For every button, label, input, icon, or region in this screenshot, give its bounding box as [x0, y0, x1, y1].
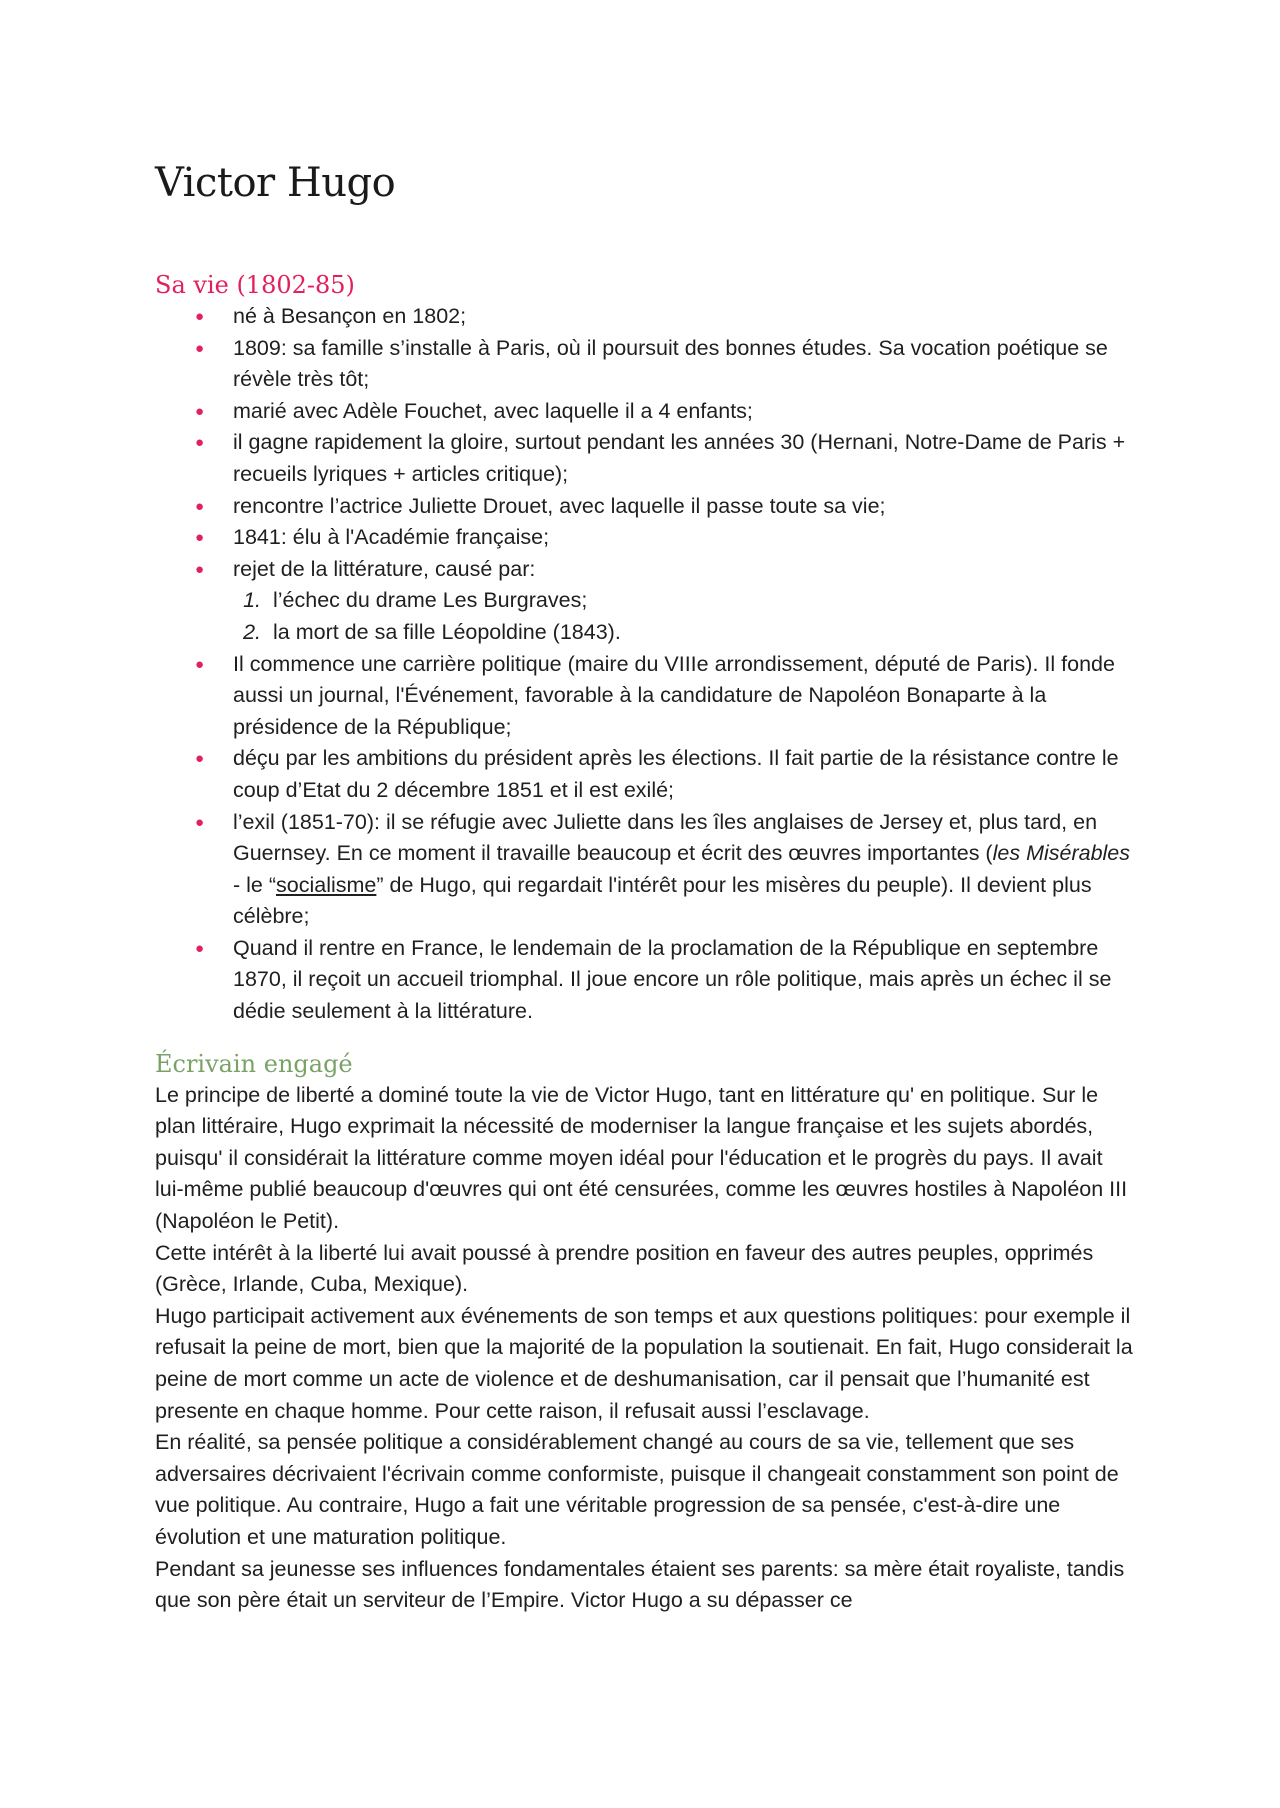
italic-title: les Misérables — [992, 841, 1131, 866]
body-paragraph: Hugo participait activement aux événements de son temps et aux questions politiques: pour exemple il refusait la peine de mort, bien que la majorité de la population la soutienait. En fait, Hugo considerait la peine de mort comme un acte de violence et de deshumanisation, car il pensait que l’humanité est presente en chaque homme. Pour cette raison, il refusait aussi l’esclavage. — [155, 1303, 1133, 1423]
section-heading-sa-vie: Sa vie (1802-85) — [155, 271, 355, 299]
list-item-exil — [233, 807, 1135, 933]
numbered-item — [243, 617, 1135, 649]
list-item: ● 1809: sa famille s’installe à Paris, où il poursuit des bonnes études. Sa vocation poétique se révèle très tôt; — [233, 333, 1135, 396]
list-item: ● il gagne rapidement la gloire, surtout pendant les années 30 (Hernani, Notre-Dame de Paris + recueils lyriques + articles critique); — [233, 427, 1135, 490]
underlined-link-text[interactable]: socialisme — [276, 872, 377, 897]
list-item: ● Il commence une carrière politique (maire du VIIIe arrondissement, député de Paris). Il fonde aussi un journal, l'Événement, favorable à la candidature de Napoléon Bonaparte à la présidence de la République; — [233, 649, 1135, 744]
section-heading-ecrivain-engage: Écrivain engagé — [155, 1049, 353, 1078]
numbered-item — [243, 585, 1135, 617]
list-item: ● 1841: élu à l'Académie française; — [233, 522, 1135, 554]
item-text: la mort de sa fille Léopoldine (1843). — [273, 619, 621, 644]
item-number: 2. — [243, 619, 261, 644]
list-item: ● rejet de la littérature, causé par: — [233, 554, 1135, 586]
list-item: ● né à Besançon en 1802; — [233, 301, 1135, 333]
exil-text: l’exil (1851-70): il se réfugie avec Juliette dans les îles anglaises de Jersey et, plus tard, en Guernsey. En ce moment il travaille beaucoup et écrit des œuvres importantes ( — [233, 809, 1098, 866]
body-paragraph: En réalité, sa pensée politique a considérablement changé au cours de sa vie, tellement que ses adversaires décrivaient l'écrivain comme conformiste, puisque il changeait constamment son point de vue politique. Au contraire, Hugo a fait une véritable progression de sa pensée, c'est-à-dire une évolution et une maturation politique. — [155, 1430, 1119, 1549]
life-bullet-list-continued — [155, 649, 1135, 1028]
list-item: ● rencontre l’actrice Juliette Drouet, avec laquelle il passe toute sa vie; — [233, 491, 1135, 523]
body-paragraph: Le principe de liberté a dominé toute la vie de Victor Hugo, tant en littérature qu' en politique. Sur le plan littéraire, Hugo exprimait la nécessité de moderniser la langue française et les sujets abordés, puisqu' il considérait la littérature comme moyen idéal pour l'éducation et le progrès du pays. Il avait lui-même publié beaucoup d'œuvres qui ont été censurées, comme les œuvres hostiles à Napoléon III (Napoléon le Petit). — [155, 1082, 1128, 1234]
list-item: ● déçu par les ambitions du président après les élections. Il fait partie de la résistance contre le coup d’Etat du 2 décembre 1851 et il est exilé; — [233, 743, 1135, 806]
document-page — [155, 155, 1135, 1617]
life-bullet-list — [155, 301, 1135, 585]
exil-text: ” de Hugo, qui regardait l'intérêt pour les misères du peuple). Il devient plus célèbre; — [233, 872, 1092, 929]
list-item: ● marié avec Adèle Fouchet, avec laquelle il a 4 enfants; — [233, 396, 1135, 428]
exil-text: - le “ — [233, 872, 276, 897]
document-title: Victor Hugo — [155, 160, 396, 206]
body-paragraph: Pendant sa jeunesse ses influences fondamentales étaient ses parents: sa mère était royaliste, tandis que son père était un serviteur de l’Empire. Victor Hugo a su dépasser ce — [155, 1556, 1125, 1613]
numbered-sublist — [155, 585, 1135, 648]
list-item: ● Quand il rentre en France, le lendemain de la proclamation de la République en septembre 1870, il reçoit un accueil triomphal. Il joue encore un rôle politique, mais après un échec il se dédie seulement à la littérature. — [233, 933, 1135, 1028]
item-text: l’échec du drame Les Burgraves; — [273, 588, 588, 613]
body-paragraph: Cette intérêt à la liberté lui avait poussé à prendre position en faveur des autres peuples, opprimés (Grèce, Irlande, Cuba, Mexique). — [155, 1240, 1094, 1297]
item-number: 1. — [243, 588, 261, 613]
